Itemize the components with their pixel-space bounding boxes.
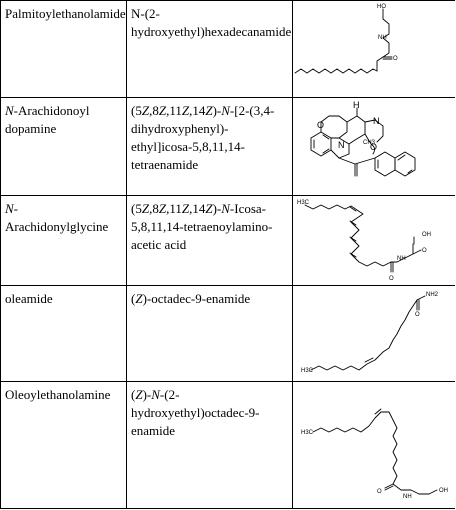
iupac-part: )- <box>142 387 152 402</box>
iupac-part: N <box>221 103 230 118</box>
iupac-name-cell <box>127 196 292 285</box>
structure-label: OH <box>422 232 431 238</box>
structure-cell <box>293 196 455 285</box>
structure-label: O <box>393 56 398 62</box>
structure-label: NH2 <box>426 292 439 298</box>
table-row <box>1 196 455 286</box>
common-name-cell <box>1 98 126 195</box>
common-name-cell <box>1 382 126 508</box>
structure-label: H3C <box>301 368 314 374</box>
iupac-part: Z <box>181 201 190 216</box>
iupac-part: Z <box>135 387 143 402</box>
table-row <box>1 1 455 98</box>
structure-label: OH <box>439 488 448 494</box>
structure-label: HO <box>377 4 386 10</box>
iupac-part: )- <box>212 201 222 216</box>
palmitoylethanolamide-structure <box>293 1 455 97</box>
structure-label: N <box>338 140 345 150</box>
iupac-name-cell <box>127 98 292 195</box>
iupac-part: Z <box>141 201 150 216</box>
iupac-part: ,11 <box>166 201 182 216</box>
iupac-part: -[2-(3,4-dihydroxyphenyl)-ethyl]icosa-5,8,11,14-tetraenamide <box>131 103 275 172</box>
common-name: -Arachidonylglycine <box>5 201 109 234</box>
structure-label: H3C <box>301 430 314 436</box>
structure-label: N <box>373 116 380 126</box>
table-row <box>1 382 455 509</box>
common-name: -Arachidonoyl dopamine <box>5 103 90 136</box>
iupac-part: Z <box>158 201 167 216</box>
structure-cell <box>293 98 455 195</box>
table-row <box>1 98 455 196</box>
common-name: oleamide <box>5 291 53 306</box>
iupac-part: ( <box>131 387 136 402</box>
iupac-part: -(2-hydroxyethyl)octadec-9-enamide <box>131 387 260 438</box>
common-name-cell <box>1 196 126 285</box>
iupac-part: -Icosa-5,8,11,14-tetraenoylamino-acetic acid <box>131 201 273 252</box>
arachidonoyl-dopamine-structure <box>293 98 455 195</box>
iupac-part: ,8 <box>149 103 159 118</box>
iupac-part: ,14 <box>189 201 206 216</box>
iupac-part: ,8 <box>149 201 159 216</box>
iupac-part: N <box>221 201 230 216</box>
iupac-part: Z <box>141 103 150 118</box>
structure-label: CH3 <box>363 140 376 146</box>
structure-label: O <box>317 120 325 130</box>
iupac-name-cell <box>127 1 292 97</box>
structure-label: H3C <box>297 200 310 206</box>
common-name-cell <box>1 286 126 381</box>
structure-label: O <box>422 248 427 254</box>
arachidonylglycine-structure <box>293 196 455 285</box>
structure-label: NH <box>378 35 387 41</box>
iupac-part: (5 <box>131 103 142 118</box>
structure-cell <box>293 286 455 381</box>
common-name: Oleoylethanolamine <box>5 387 111 402</box>
structure-label: NH <box>397 256 406 262</box>
iupac-name-cell <box>127 286 292 381</box>
iupac-part: ,11 <box>166 103 182 118</box>
common-name-prefix: N <box>5 201 14 216</box>
iupac-part: Z <box>181 103 190 118</box>
iupac-part: )- <box>212 103 222 118</box>
iupac-part: N <box>151 387 160 402</box>
iupac-part: ( <box>131 291 136 306</box>
structure-label: H <box>353 100 360 110</box>
common-name-prefix: N <box>5 103 14 118</box>
iupac-name: N-(2-hydroxyethyl)hexadecanamide <box>131 6 292 39</box>
iupac-part: ,14 <box>189 103 206 118</box>
iupac-part: Z <box>205 201 213 216</box>
oleoylethanolamine-structure <box>293 382 455 508</box>
structure-label: O <box>415 312 420 318</box>
iupac-name-cell <box>127 382 292 508</box>
iupac-part: )-octadec-9-enamide <box>142 291 251 306</box>
table-row <box>1 286 455 382</box>
common-name: Palmitoylethanolamide <box>5 6 126 21</box>
structure-label: NH <box>403 494 412 500</box>
iupac-part: (5 <box>131 201 142 216</box>
iupac-part: Z <box>158 103 167 118</box>
structure-label: O <box>370 142 378 152</box>
structure-label: O <box>377 489 382 495</box>
structure-label: O <box>389 276 394 282</box>
iupac-part: Z <box>135 291 143 306</box>
iupac-part: Z <box>205 103 213 118</box>
common-name-cell <box>1 1 126 97</box>
oleamide-structure <box>293 286 455 381</box>
structure-cell <box>293 382 455 508</box>
structure-cell <box>293 1 455 97</box>
